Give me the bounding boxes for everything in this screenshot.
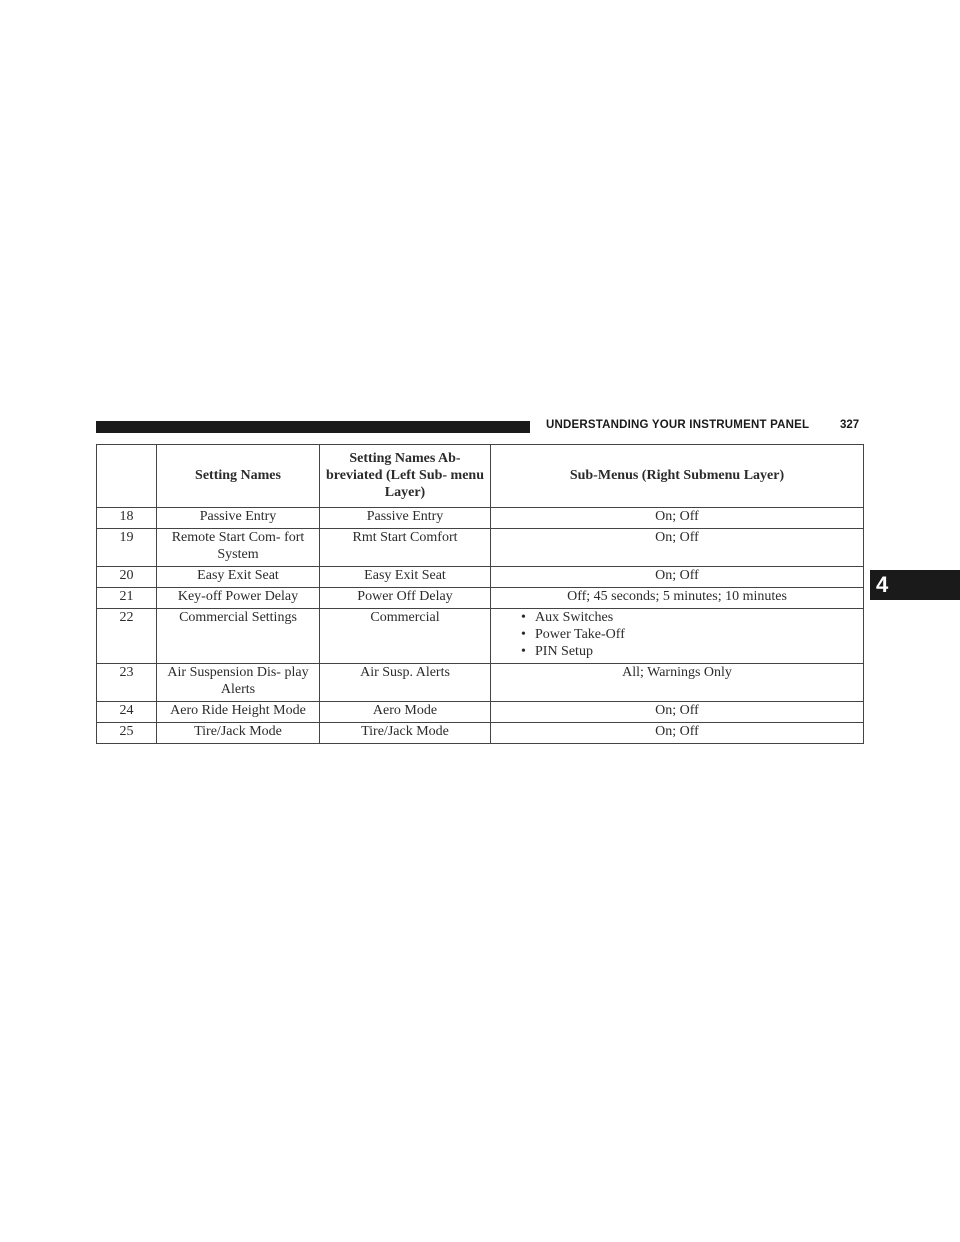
row-abbreviated-name: Air Susp. Alerts xyxy=(320,664,491,702)
list-item xyxy=(521,626,859,643)
chapter-tab: 4 xyxy=(870,570,960,600)
row-number: 24 xyxy=(97,702,157,723)
table-row xyxy=(97,567,864,588)
bullet-icon: • xyxy=(521,644,526,659)
row-abbreviated-name: Passive Entry xyxy=(320,508,491,529)
row-abbreviated-name: Rmt Start Comfort xyxy=(320,529,491,567)
sub-menu-list xyxy=(495,609,859,660)
row-setting-name: Easy Exit Seat xyxy=(157,567,320,588)
row-number: 20 xyxy=(97,567,157,588)
header-cell-setting-names: Setting Names xyxy=(157,445,320,508)
table-row xyxy=(97,609,864,664)
header-cell-abbreviated: Setting Names Ab- breviated (Left Sub- menu Layer) xyxy=(320,445,491,508)
page-number: 327 xyxy=(840,419,860,431)
running-header-title: UNDERSTANDING YOUR INSTRUMENT PANEL xyxy=(546,419,810,431)
table-row xyxy=(97,588,864,609)
list-item xyxy=(521,643,859,660)
row-abbreviated-name: Aero Mode xyxy=(320,702,491,723)
row-setting-name: Remote Start Com- fort System xyxy=(157,529,320,567)
bullet-icon: • xyxy=(521,610,526,625)
row-setting-name: Passive Entry xyxy=(157,508,320,529)
row-sub-menus: On; Off xyxy=(491,508,864,529)
row-abbreviated-name: Commercial xyxy=(320,609,491,664)
table-row xyxy=(97,508,864,529)
list-item-label: Aux Switches xyxy=(535,610,614,625)
row-sub-menus: Off; 45 seconds; 5 minutes; 10 minutes xyxy=(491,588,864,609)
bullet-icon: • xyxy=(521,627,526,642)
row-sub-menus: On; Off xyxy=(491,567,864,588)
row-number: 23 xyxy=(97,664,157,702)
header-cell-number xyxy=(97,445,157,508)
list-item-label: PIN Setup xyxy=(535,644,593,659)
row-setting-name: Air Suspension Dis- play Alerts xyxy=(157,664,320,702)
table-row xyxy=(97,664,864,702)
row-sub-menus: On; Off xyxy=(491,723,864,744)
settings-table xyxy=(96,444,864,744)
row-setting-name: Aero Ride Height Mode xyxy=(157,702,320,723)
list-item-label: Power Take-Off xyxy=(535,627,625,642)
row-setting-name: Tire/Jack Mode xyxy=(157,723,320,744)
row-number: 19 xyxy=(97,529,157,567)
row-abbreviated-name: Power Off Delay xyxy=(320,588,491,609)
row-number: 18 xyxy=(97,508,157,529)
row-number: 21 xyxy=(97,588,157,609)
row-setting-name: Commercial Settings xyxy=(157,609,320,664)
row-sub-menus xyxy=(491,609,864,664)
row-abbreviated-name: Easy Exit Seat xyxy=(320,567,491,588)
row-number: 22 xyxy=(97,609,157,664)
row-sub-menus: On; Off xyxy=(491,529,864,567)
table-row xyxy=(97,702,864,723)
header-rule-bar xyxy=(96,421,530,433)
row-sub-menus: On; Off xyxy=(491,702,864,723)
table-row xyxy=(97,723,864,744)
table-row xyxy=(97,529,864,567)
row-number: 25 xyxy=(97,723,157,744)
list-item xyxy=(521,609,859,626)
table-header-row xyxy=(97,445,864,508)
row-abbreviated-name: Tire/Jack Mode xyxy=(320,723,491,744)
row-setting-name: Key-off Power Delay xyxy=(157,588,320,609)
row-sub-menus: All; Warnings Only xyxy=(491,664,864,702)
header-cell-sub-menus: Sub-Menus (Right Submenu Layer) xyxy=(491,445,864,508)
